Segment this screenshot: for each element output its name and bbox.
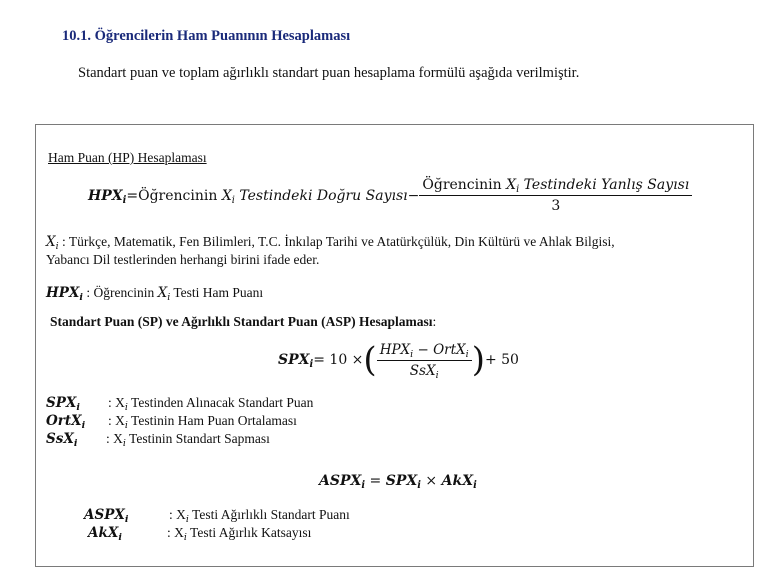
ortx-definition: OrtX$_i$ : $X_i$ Testinin Ham Puan Ortalaması [46, 413, 297, 431]
formula-box [35, 124, 754, 567]
sp-formula: $SPX_i$ = 10 × ( $\frac{HPX_i - OrtX_i}{SsX_i}$ ) + 50 [278, 340, 519, 381]
sp-title: Standart Puan (SP) ve Ağırlıklı Standart Puan (ASP) Hesaplaması: [50, 314, 437, 329]
xi-description-line2: Yabancı Dil testlerinden herhangi birini ifade eder. [46, 252, 320, 267]
section-heading: 10.1. Öğrencilerin Ham Puanının Hesaplaması [62, 28, 351, 44]
xi-description: $X_i$ : Türkçe, Matematik, Fen Bilimleri, T.C. İnkılap Tarihi ve Atatürkçülük, Din Kültürü ve Ahlak Bilgisi, [46, 234, 615, 252]
akx-definition: AkX$_i$ : $X_i$ Testi Ağırlık Katsayısı [88, 525, 312, 543]
ssx-definition: SsX$_i$ : $X_i$ Testinin Standart Sapması [46, 431, 270, 449]
spx-definition: $SPX_i$ : $X_i$ Testinden Alınacak Standart Puan [46, 395, 314, 413]
hp-title: Ham Puan (HP) Hesaplaması [48, 150, 207, 165]
asp-formula: $ASPX_i = SPX_i \times AkX_i$ [319, 473, 477, 491]
hp-formula: $HPX_i$ = Öğrencinin $X_i$ Testindeki Doğru Sayısı − $\frac{Öğrencinin X_i Testindeki Yanlış Sayısı}{3}$ [88, 177, 692, 214]
hpx-definition: $HPX_i$ : Öğrencinin $X_i$ Testi Ham Puanı [46, 285, 264, 303]
aspx-definition: $ASPX_i$ : $X_i$ Testi Ağırlıklı Standart Puanı [84, 507, 350, 525]
intro-text: Standart puan ve toplam ağırlıklı standart puan hesaplama formülü aşağıda verilmiştir. [78, 65, 580, 81]
